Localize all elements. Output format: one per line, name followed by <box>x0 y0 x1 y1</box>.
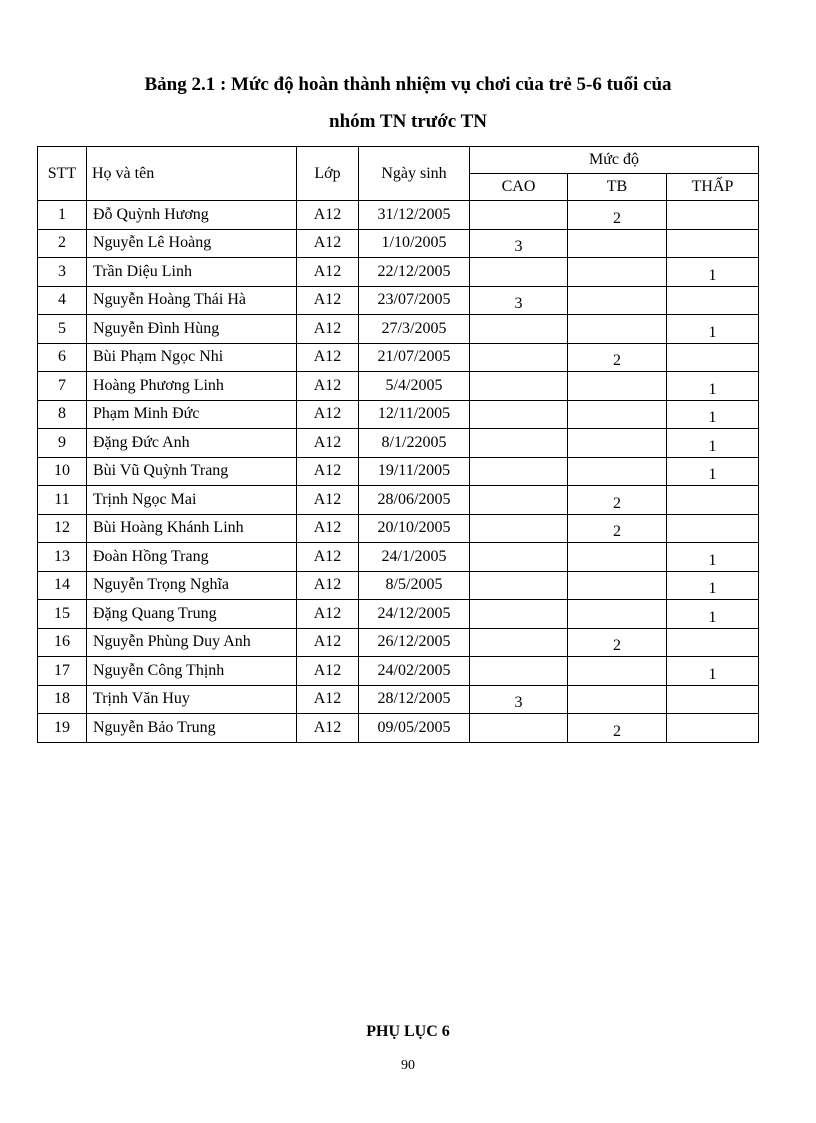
cell-cao <box>470 657 568 686</box>
table-row <box>38 457 759 486</box>
table-row <box>38 315 759 344</box>
cell-tb: 2 <box>568 201 667 230</box>
cell-thap <box>667 514 759 543</box>
cell-stt: 9 <box>38 429 87 458</box>
table-row <box>38 400 759 429</box>
header-thap: THẤP <box>667 174 759 201</box>
cell-class: A12 <box>297 514 359 543</box>
cell-thap <box>667 714 759 743</box>
cell-class: A12 <box>297 400 359 429</box>
cell-dob: 19/11/2005 <box>359 457 470 486</box>
cell-stt: 8 <box>38 400 87 429</box>
cell-thap: 1 <box>667 315 759 344</box>
cell-name: Hoàng Phương Linh <box>87 372 297 401</box>
cell-class: A12 <box>297 600 359 629</box>
cell-tb: 2 <box>568 714 667 743</box>
cell-cao <box>470 543 568 572</box>
cell-stt: 6 <box>38 343 87 372</box>
cell-tb <box>568 286 667 315</box>
table-row <box>38 229 759 258</box>
cell-name: Bùi Vũ Quỳnh Trang <box>87 457 297 486</box>
cell-cao <box>470 315 568 344</box>
cell-name: Đỗ Quỳnh Hương <box>87 201 297 230</box>
cell-dob: 22/12/2005 <box>359 258 470 287</box>
cell-stt: 1 <box>38 201 87 230</box>
table-row <box>38 343 759 372</box>
cell-tb: 2 <box>568 514 667 543</box>
cell-cao <box>470 429 568 458</box>
table-row <box>38 286 759 315</box>
header-cao: CAO <box>470 174 568 201</box>
table-row <box>38 628 759 657</box>
cell-dob: 27/3/2005 <box>359 315 470 344</box>
cell-stt: 2 <box>38 229 87 258</box>
cell-tb: 2 <box>568 343 667 372</box>
cell-tb <box>568 429 667 458</box>
cell-dob: 24/02/2005 <box>359 657 470 686</box>
cell-dob: 12/11/2005 <box>359 400 470 429</box>
cell-thap: 1 <box>667 543 759 572</box>
cell-stt: 13 <box>38 543 87 572</box>
cell-stt: 15 <box>38 600 87 629</box>
table-row <box>38 685 759 714</box>
cell-class: A12 <box>297 543 359 572</box>
cell-cao: 3 <box>470 229 568 258</box>
cell-class: A12 <box>297 486 359 515</box>
cell-cao <box>470 514 568 543</box>
cell-thap: 1 <box>667 429 759 458</box>
cell-tb <box>568 315 667 344</box>
table-row <box>38 657 759 686</box>
cell-dob: 26/12/2005 <box>359 628 470 657</box>
cell-class: A12 <box>297 457 359 486</box>
cell-stt: 14 <box>38 571 87 600</box>
cell-class: A12 <box>297 628 359 657</box>
cell-dob: 5/4/2005 <box>359 372 470 401</box>
cell-stt: 4 <box>38 286 87 315</box>
cell-thap: 1 <box>667 400 759 429</box>
cell-name: Nguyễn Công Thịnh <box>87 657 297 686</box>
cell-stt: 7 <box>38 372 87 401</box>
cell-stt: 19 <box>38 714 87 743</box>
appendix-heading: PHỤ LỤC 6 <box>366 1023 450 1040</box>
cell-dob: 28/06/2005 <box>359 486 470 515</box>
cell-thap <box>667 229 759 258</box>
cell-class: A12 <box>297 229 359 258</box>
cell-stt: 10 <box>38 457 87 486</box>
table-body <box>38 201 759 743</box>
table-row <box>38 571 759 600</box>
cell-tb <box>568 543 667 572</box>
table-row <box>38 486 759 515</box>
header-class: Lớp <box>297 147 359 201</box>
header-name: Họ và tên <box>87 147 297 201</box>
cell-tb <box>568 457 667 486</box>
cell-thap <box>667 343 759 372</box>
cell-tb <box>568 657 667 686</box>
cell-name: Trần Diệu Linh <box>87 258 297 287</box>
table-row <box>38 258 759 287</box>
cell-name: Trịnh Ngọc Mai <box>87 486 297 515</box>
cell-class: A12 <box>297 286 359 315</box>
cell-class: A12 <box>297 258 359 287</box>
cell-tb <box>568 571 667 600</box>
table-row <box>38 514 759 543</box>
cell-dob: 1/10/2005 <box>359 229 470 258</box>
cell-class: A12 <box>297 657 359 686</box>
table-row <box>38 543 759 572</box>
cell-thap <box>667 201 759 230</box>
cell-stt: 16 <box>38 628 87 657</box>
cell-tb: 2 <box>568 486 667 515</box>
table-row <box>38 714 759 743</box>
cell-name: Nguyễn Lê Hoàng <box>87 229 297 258</box>
page-number: 90 <box>401 1058 415 1073</box>
cell-cao <box>470 372 568 401</box>
table-title-line-1: Bảng 2.1 : Mức độ hoàn thành nhiệm vụ chơi của trẻ 5-6 tuổi của <box>144 74 672 95</box>
results-table <box>37 146 759 743</box>
cell-cao <box>470 201 568 230</box>
cell-tb <box>568 400 667 429</box>
cell-cao <box>470 571 568 600</box>
cell-stt: 11 <box>38 486 87 515</box>
cell-name: Bùi Hoàng Khánh Linh <box>87 514 297 543</box>
cell-name: Đặng Đức Anh <box>87 429 297 458</box>
cell-tb <box>568 685 667 714</box>
cell-cao <box>470 628 568 657</box>
cell-thap: 1 <box>667 457 759 486</box>
cell-class: A12 <box>297 315 359 344</box>
cell-class: A12 <box>297 685 359 714</box>
cell-class: A12 <box>297 714 359 743</box>
cell-name: Phạm Minh Đức <box>87 400 297 429</box>
cell-dob: 20/10/2005 <box>359 514 470 543</box>
cell-dob: 24/12/2005 <box>359 600 470 629</box>
cell-cao <box>470 343 568 372</box>
cell-class: A12 <box>297 429 359 458</box>
cell-thap: 1 <box>667 571 759 600</box>
cell-class: A12 <box>297 201 359 230</box>
cell-thap: 1 <box>667 657 759 686</box>
cell-thap <box>667 486 759 515</box>
cell-cao <box>470 457 568 486</box>
cell-cao <box>470 714 568 743</box>
cell-thap <box>667 685 759 714</box>
cell-cao <box>470 600 568 629</box>
cell-tb <box>568 258 667 287</box>
cell-tb <box>568 600 667 629</box>
cell-dob: 21/07/2005 <box>359 343 470 372</box>
table-row <box>38 600 759 629</box>
cell-thap: 1 <box>667 258 759 287</box>
table-row <box>38 201 759 230</box>
cell-name: Nguyễn Hoàng Thái Hà <box>87 286 297 315</box>
header-stt: STT <box>38 147 87 201</box>
cell-name: Trịnh Văn Huy <box>87 685 297 714</box>
cell-tb <box>568 229 667 258</box>
cell-thap <box>667 286 759 315</box>
cell-thap: 1 <box>667 372 759 401</box>
cell-class: A12 <box>297 343 359 372</box>
cell-name: Đoàn Hồng Trang <box>87 543 297 572</box>
cell-name: Bùi Phạm Ngọc Nhi <box>87 343 297 372</box>
table-row <box>38 429 759 458</box>
header-level: Mức độ <box>470 147 759 174</box>
cell-cao <box>470 400 568 429</box>
cell-stt: 3 <box>38 258 87 287</box>
cell-dob: 23/07/2005 <box>359 286 470 315</box>
cell-stt: 5 <box>38 315 87 344</box>
cell-name: Nguyễn Bảo Trung <box>87 714 297 743</box>
cell-tb: 2 <box>568 628 667 657</box>
cell-name: Nguyễn Phùng Duy Anh <box>87 628 297 657</box>
cell-dob: 24/1/2005 <box>359 543 470 572</box>
cell-thap <box>667 628 759 657</box>
header-dob: Ngày sinh <box>359 147 470 201</box>
table-row <box>38 372 759 401</box>
cell-dob: 8/1/22005 <box>359 429 470 458</box>
cell-cao: 3 <box>470 286 568 315</box>
cell-dob: 28/12/2005 <box>359 685 470 714</box>
cell-cao <box>470 486 568 515</box>
cell-stt: 17 <box>38 657 87 686</box>
header-tb: TB <box>568 174 667 201</box>
cell-cao: 3 <box>470 685 568 714</box>
cell-stt: 18 <box>38 685 87 714</box>
cell-dob: 8/5/2005 <box>359 571 470 600</box>
cell-cao <box>470 258 568 287</box>
cell-dob: 31/12/2005 <box>359 201 470 230</box>
cell-stt: 12 <box>38 514 87 543</box>
cell-thap: 1 <box>667 600 759 629</box>
cell-dob: 09/05/2005 <box>359 714 470 743</box>
cell-class: A12 <box>297 571 359 600</box>
table-title-line-2: nhóm TN trước TN <box>329 111 487 132</box>
cell-name: Đặng Quang Trung <box>87 600 297 629</box>
cell-tb <box>568 372 667 401</box>
cell-class: A12 <box>297 372 359 401</box>
cell-name: Nguyễn Đình Hùng <box>87 315 297 344</box>
cell-name: Nguyễn Trọng Nghĩa <box>87 571 297 600</box>
